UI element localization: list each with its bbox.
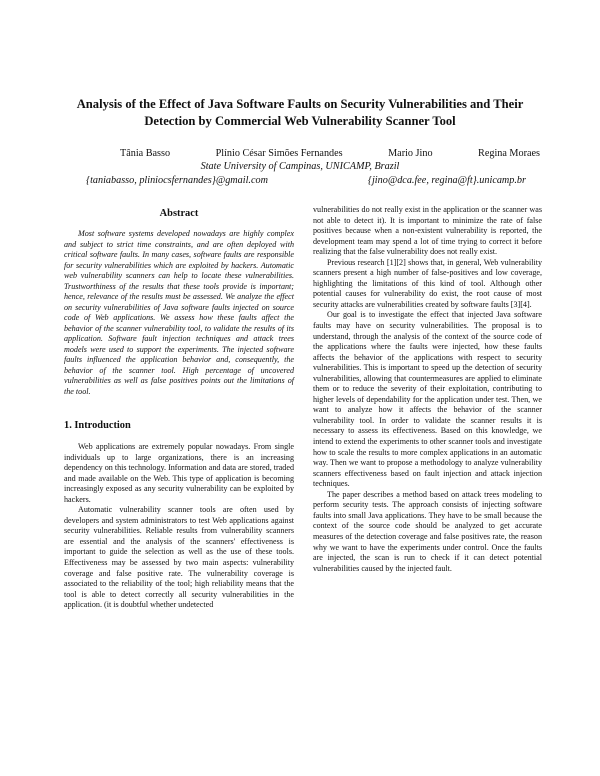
section-heading-introduction: 1. Introduction bbox=[64, 420, 131, 431]
affiliation: State University of Campinas, UNICAMP, Brazil bbox=[200, 161, 400, 172]
email-list bbox=[86, 174, 526, 187]
right-column bbox=[313, 205, 542, 574]
author-email: {taniabasso, pliniocsfernandes}@gmail.com bbox=[86, 175, 268, 186]
body-paragraph: vulnerabilities do not really exist in the application or the scanner was not able to detect it). It is important to minimize the rate of false positives because when a non-existent vulnerability is reported, the development team may spend a lot of time trying to correct it before realizing that the false vulnerability does not really exist. bbox=[313, 205, 542, 257]
author-email: {jino@dca.fee, regina@ft}.unicamp.br bbox=[367, 175, 526, 186]
body-paragraph: Automatic vulnerability scanner tools are often used by developers and system administrators to test Web applications against security vulnerabilities. Reliable results from vulnerability scanners are essential and the analysis of the scanners' effectiveness is important to guide the selection as well as the use of these tools. Effectiveness may be assessed by two main aspects: vulnerability coverage and false positive rate. The vulnerability coverage is associated to the reliability of the tool; high reliability means that the tool is able to detect correctly all security vulnerabilities in the application. (it is doubtful whether undetected bbox=[64, 505, 294, 610]
body-paragraph: Previous research [1][2] shows that, in general, Web vulnerability scanners present a high number of false-positives and low coverage, highlighting the limitations of this kind of tool. Although other potential causes for vulnerability do exist, the root cause of most security attacks are vulnerabilities created by software faults [3][4]. bbox=[313, 257, 542, 309]
author-name: Mario Jino bbox=[388, 148, 433, 159]
author-name: Plínio César Simões Fernandes bbox=[215, 148, 343, 159]
author-name: Regina Moraes bbox=[478, 148, 540, 159]
author-name: Tânia Basso bbox=[120, 148, 171, 159]
abstract-heading: Abstract bbox=[159, 208, 199, 219]
body-paragraph: Our goal is to investigate the effect that injected Java software faults may have on security vulnerabilities. The proposal is to understand, through the analysis of the context of the source code of the applications where the faults were injected, how these faults affects the behavior of the applications with respect to security vulnerabilities. This is important to speed up the detection of security vulnerabilities, allowing that countermeasures are applied to eliminate them or to reduce the severity of their exploitation, contributing to higher levels of dependability for the application under test. Then, we want to analyze how it affects the behavior of the scanner vulnerability tool. In order to validate the scanner results it is necessary to assess its effectiveness. Based on this knowledge, we intend to extend the experiments to other scanner tools and investigate how to scale the results to more complex applications in an automatic way. Then we want to propose a methodology to analyze vulnerability scanners effectiveness based on fault injection and attack injection techniques. bbox=[313, 310, 542, 489]
left-column bbox=[64, 205, 294, 611]
body-paragraph: Web applications are extremely popular nowadays. From single individuals up to large organizations, there is an increasing dependency on this technology. Information and data are stored, traded and made available on the Web. This type of application is becoming increasingly exposed as any security vulnerability can be exploited by hackers. bbox=[64, 442, 294, 504]
paper-title: Analysis of the Effect of Java Software Faults on Security Vulnerabilities and Their Detection by Commercial Web Vulnerability Scanner Tool bbox=[76, 97, 524, 128]
author-list bbox=[120, 147, 540, 160]
body-paragraph: The paper describes a method based on attack trees modeling to perform security tests. The approach consists of injecting software faults into small Java applications. They have to be small because the context of the source code should be analyzed to get accurate measures of the detection coverage and false positives rate, the reason why we want to have the experiments under control. Once the faults are injected, the scan is run to check if it can detect potential vulnerabilities caused by the injected fault. bbox=[313, 489, 542, 573]
abstract-text: Most software systems developed nowadays are highly complex and subject to strict time constraints, and are often deployed with critical software faults. In many cases, software faults are responsible for security vulnerabilities which are exploited by hackers. Automatic web vulnerability scanners can help to locate these vulnerabilities. Trustworthiness of the results that these tools provide is important; hence, relevance of the results must be assessed. We analyze the effect on security vulnerabilities of Java software faults injected on source code of Web applications. We assess how these faults affect the behavior of the scanner vulnerability tool, to validate the results of its application. Software fault injection techniques and attack trees models were used to support the experiments. The injected software faults influenced the application behavior and, consequently, the behavior of the scanner tool. High percentage of uncovered vulnerabilities as well as false positives points out the limitations of the tool. bbox=[64, 229, 294, 396]
